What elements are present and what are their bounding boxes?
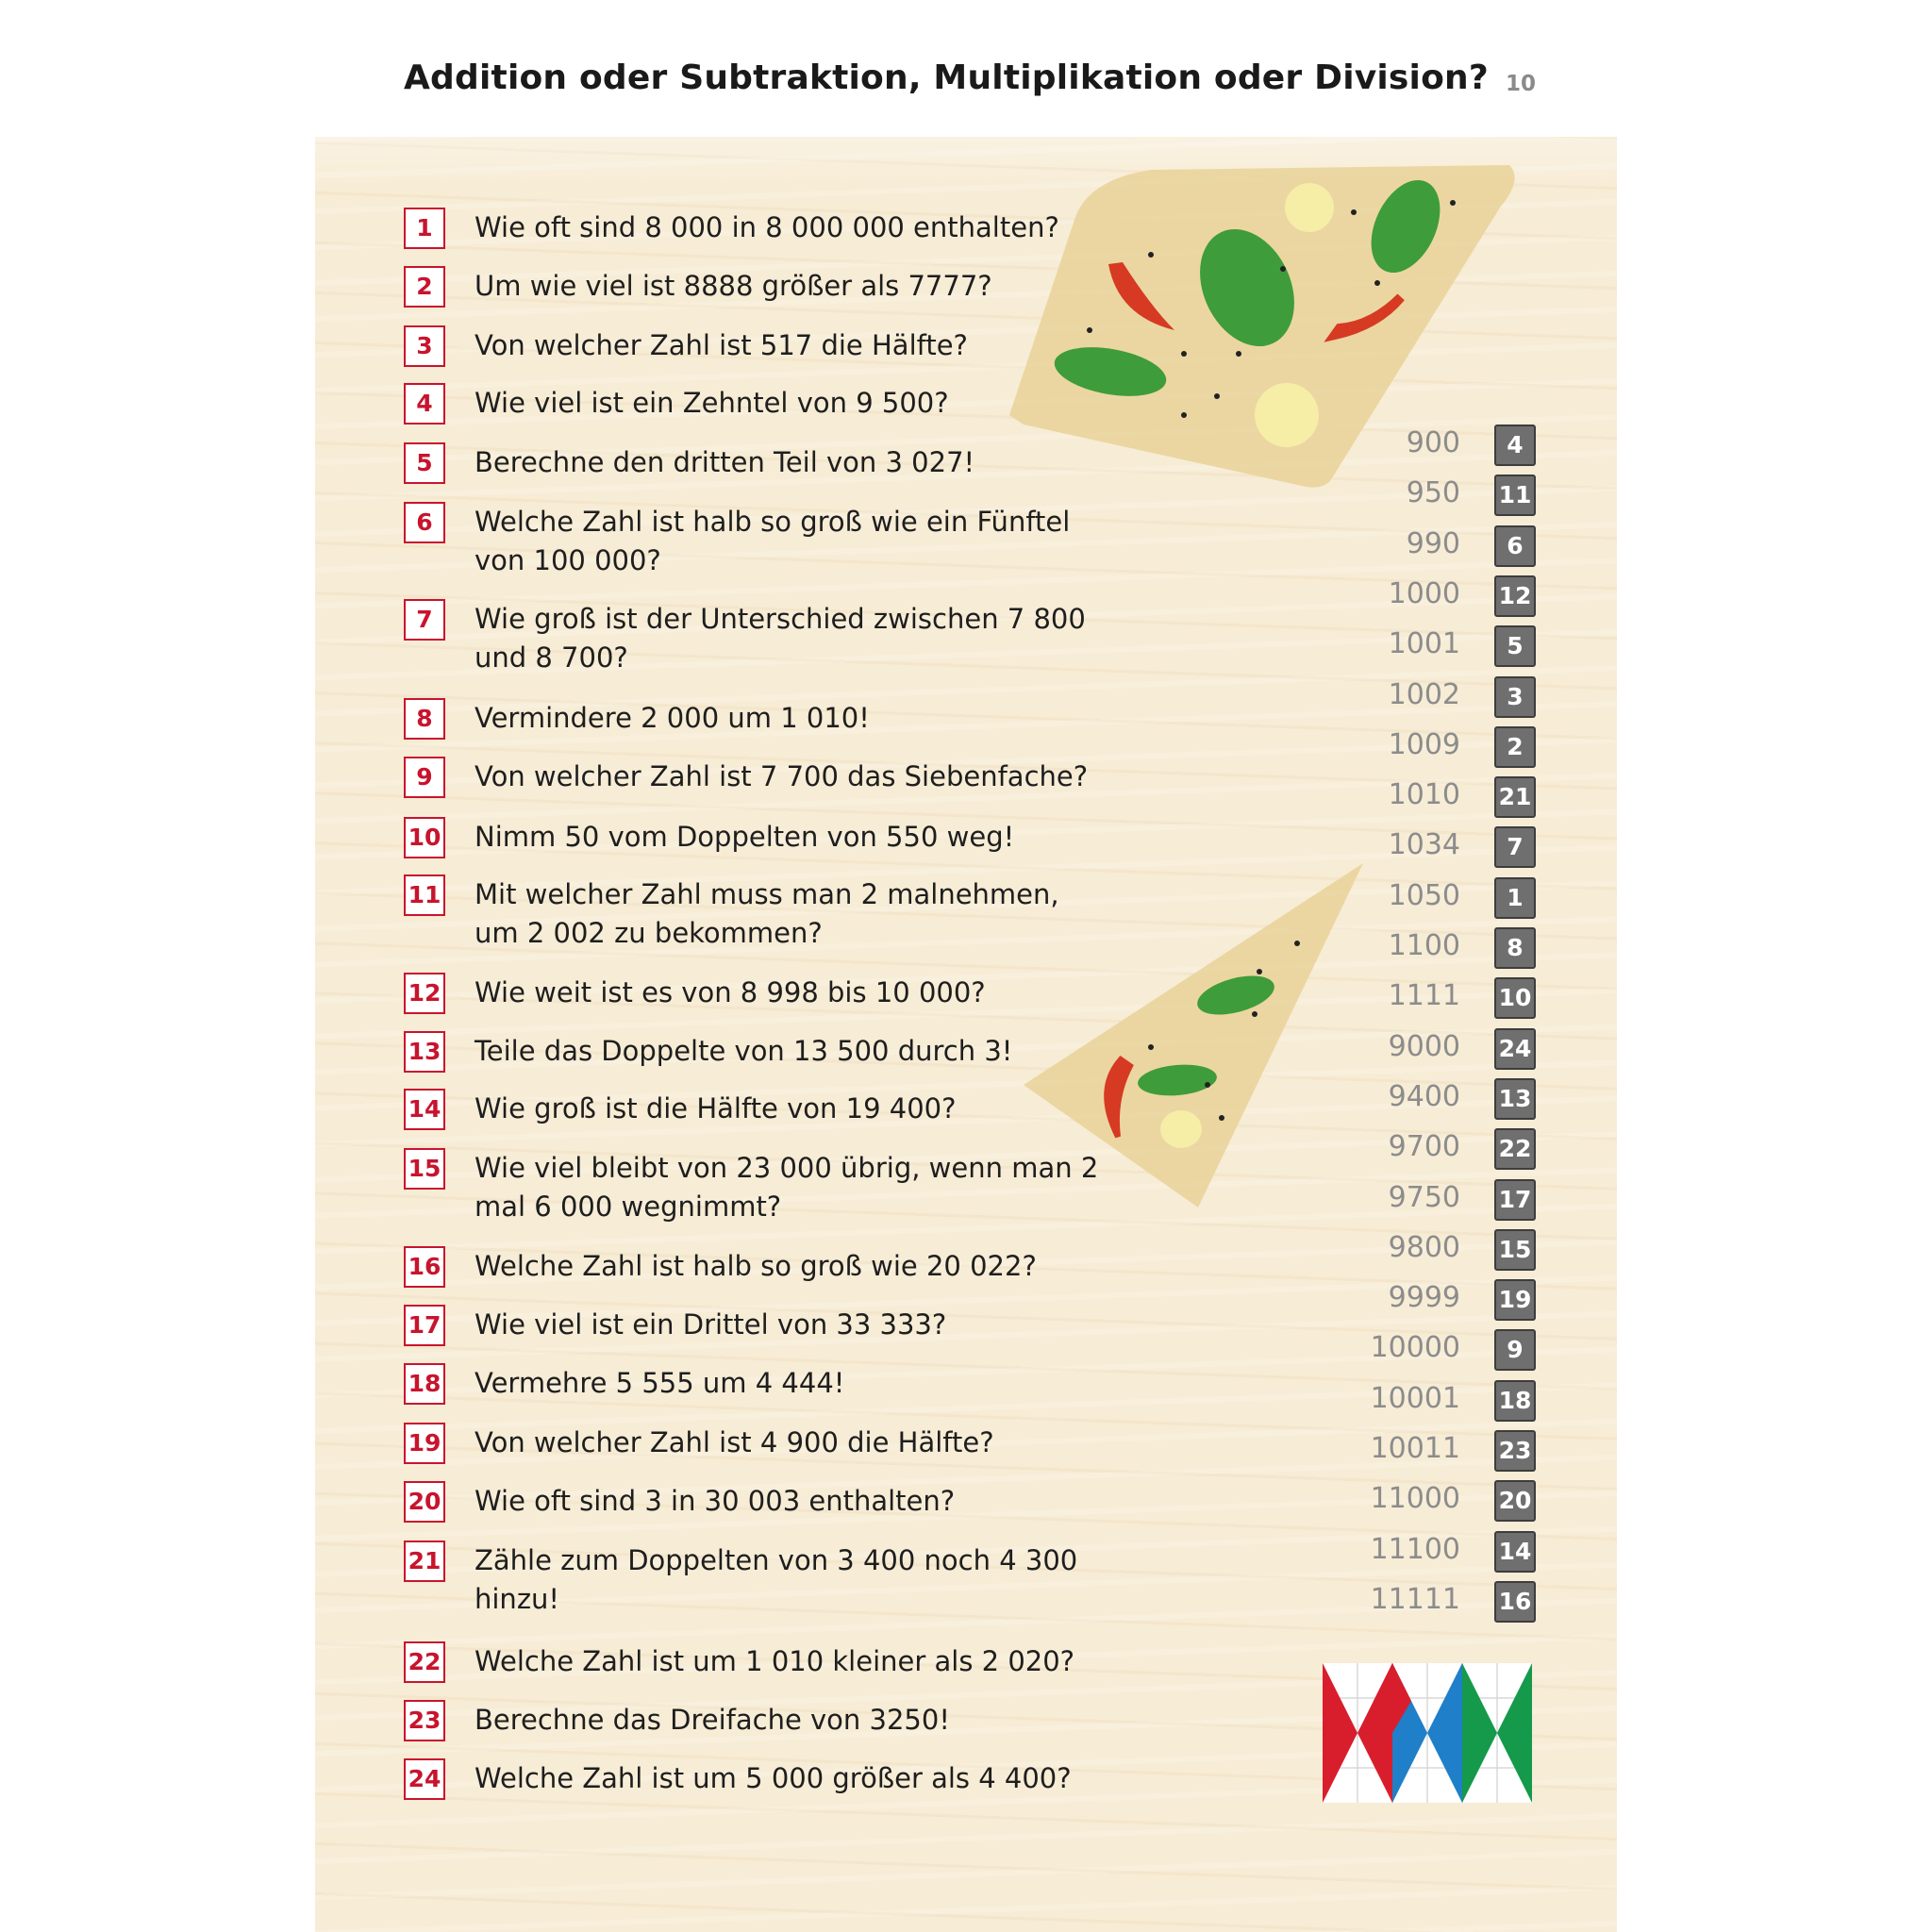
answer-value: 1002 [1388,677,1460,711]
answer-item [1321,1480,1536,1522]
question-item [404,817,1083,858]
question-text: Welche Zahl ist um 1 010 kleiner als 2 020? [475,1645,1075,1677]
question-item [404,1481,1083,1523]
answer-item [1321,1430,1536,1472]
answer-item [1321,625,1536,667]
question-number: 18 [404,1363,445,1405]
answer-item [1321,1380,1536,1422]
question-text: Zähle zum Doppelten von 3 400 noch 4 300 hinzu! [475,1544,1078,1615]
question-text: Wie viel ist ein Zehntel von 9 500? [475,387,949,419]
question-text: Mit welcher Zahl muss man 2 malnehmen, um 2 002 zu bekommen? [475,878,1059,949]
question-number: 1 [404,208,445,249]
answer-value: 11100 [1370,1532,1460,1566]
question-item [404,757,1089,798]
question-item [404,1758,1083,1800]
question-number: 14 [404,1089,445,1130]
answer-item [1321,1329,1536,1371]
question-number: 4 [404,383,445,425]
answer-item [1321,1028,1536,1070]
answer-value: 1010 [1388,778,1460,812]
question-item [404,1700,1083,1741]
question-item [404,1363,1083,1405]
answer-item [1321,726,1536,768]
answer-badge: 14 [1494,1531,1536,1573]
question-item [404,599,1086,678]
answer-value: 1100 [1388,929,1460,962]
answer-badge: 13 [1494,1078,1536,1120]
answer-badge: 6 [1494,525,1536,567]
answer-badge: 15 [1494,1229,1536,1271]
question-item [404,325,1083,367]
question-item [404,383,1083,425]
question-text: Wie oft sind 3 in 30 003 enthalten? [475,1485,956,1517]
answer-badge: 17 [1494,1179,1536,1221]
answer-value: 9000 [1388,1029,1460,1063]
question-number: 5 [404,442,445,484]
answer-item [1321,877,1536,919]
question-text: Von welcher Zahl ist 4 900 die Hälfte? [475,1426,994,1458]
question-number: 3 [404,325,445,367]
answer-badge: 4 [1494,425,1536,466]
question-text: Berechne den dritten Teil von 3 027! [475,446,975,478]
question-text: Berechne das Dreifache von 3250! [475,1704,950,1736]
question-number: 23 [404,1700,445,1741]
question-item [404,1031,1083,1073]
question-item [404,1246,1083,1288]
question-number: 2 [404,266,445,308]
question-text: Welche Zahl ist halb so groß wie 20 022? [475,1250,1037,1282]
answer-item [1321,425,1536,466]
answer-value: 1000 [1388,576,1460,610]
answer-badge: 10 [1494,977,1536,1019]
question-number: 13 [404,1031,445,1073]
answer-item [1321,475,1536,516]
answer-value: 1034 [1388,828,1460,862]
question-item [404,442,1083,484]
answer-item [1321,977,1536,1019]
answer-item [1321,575,1536,617]
question-text: Nimm 50 vom Doppelten von 550 weg! [475,821,1015,853]
answer-badge: 3 [1494,676,1536,718]
answer-value: 9800 [1388,1230,1460,1264]
answer-badge: 18 [1494,1380,1536,1422]
page-title: Addition oder Subtraktion, Multiplikation oder Division? [404,58,1489,97]
answer-value: 900 [1406,426,1460,459]
answer-item [1321,1581,1536,1623]
question-number: 10 [404,817,445,858]
answer-value: 10001 [1370,1381,1460,1415]
question-item [404,266,1083,308]
question-number: 7 [404,599,445,641]
question-text: Von welcher Zahl ist 517 die Hälfte? [475,329,968,361]
answer-badge: 8 [1494,927,1536,969]
question-text: Vermindere 2 000 um 1 010! [475,702,870,734]
question-text: Vermehre 5 555 um 4 444! [475,1367,845,1399]
answer-value: 9999 [1388,1281,1460,1315]
question-item [404,1148,1099,1227]
answer-badge: 16 [1494,1581,1536,1623]
answer-value: 11111 [1370,1582,1460,1616]
question-number: 24 [404,1758,445,1800]
question-text: Von welcher Zahl ist 7 700 das Siebenfache? [475,760,1089,792]
answer-badge: 21 [1494,776,1536,818]
answer-value: 1111 [1388,979,1460,1013]
answer-value: 990 [1406,526,1460,560]
answer-item [1321,525,1536,567]
question-item [404,698,1083,740]
question-number: 16 [404,1246,445,1288]
question-item [404,1089,1083,1130]
question-number: 20 [404,1481,445,1523]
question-number: 22 [404,1641,445,1683]
question-number: 8 [404,698,445,740]
answer-item [1321,1531,1536,1573]
question-text: Welche Zahl ist halb so groß wie ein Fünftel von 100 000? [475,506,1071,576]
question-text: Um wie viel ist 8888 größer als 7777? [475,270,992,302]
question-item [404,1423,1083,1464]
publisher-logo-icon [1323,1663,1532,1803]
question-number: 15 [404,1148,445,1190]
question-text: Wie groß ist die Hälfte von 19 400? [475,1092,957,1124]
answer-item [1321,676,1536,718]
answer-item [1321,1128,1536,1170]
answer-item [1321,1179,1536,1221]
answer-badge: 22 [1494,1128,1536,1170]
question-item [404,1641,1083,1683]
answer-value: 9400 [1388,1079,1460,1113]
answer-value: 1009 [1388,727,1460,761]
answer-value: 1001 [1388,627,1460,661]
question-number: 17 [404,1305,445,1346]
question-item [404,502,1083,581]
answer-badge: 2 [1494,726,1536,768]
answer-value: 1050 [1388,878,1460,912]
answer-item [1321,826,1536,868]
answer-value: 10011 [1370,1432,1460,1465]
question-item [404,874,1083,954]
answer-badge: 9 [1494,1329,1536,1371]
answer-item [1321,776,1536,818]
question-item [404,208,1083,249]
question-text: Wie viel ist ein Drittel von 33 333? [475,1308,947,1341]
answer-badge: 7 [1494,826,1536,868]
question-text: Wie groß ist der Unterschied zwischen 7 800 und 8 700? [475,603,1086,674]
answer-value: 11000 [1370,1482,1460,1516]
answer-value: 9750 [1388,1180,1460,1214]
answer-badge: 11 [1494,475,1536,516]
answer-item [1321,1078,1536,1120]
answer-badge: 23 [1494,1430,1536,1472]
answer-badge: 5 [1494,625,1536,667]
answer-value: 950 [1406,476,1460,510]
answer-value: 10000 [1370,1331,1460,1365]
question-text: Wie viel bleibt von 23 000 übrig, wenn man 2 mal 6 000 wegnimmt? [475,1152,1099,1223]
question-text: Welche Zahl ist um 5 000 größer als 4 400? [475,1762,1072,1794]
question-item [404,973,1083,1014]
question-text: Wie weit ist es von 8 998 bis 10 000? [475,976,986,1008]
question-number: 21 [404,1541,445,1582]
answer-badge: 1 [1494,877,1536,919]
question-number: 6 [404,502,445,543]
answer-badge: 19 [1494,1279,1536,1321]
answer-badge: 12 [1494,575,1536,617]
question-number: 11 [404,874,445,916]
answer-badge: 24 [1494,1028,1536,1070]
question-item [404,1305,1083,1346]
question-text: Wie oft sind 8 000 in 8 000 000 enthalten? [475,211,1059,243]
question-number: 9 [404,757,445,798]
answer-badge: 20 [1494,1480,1536,1522]
question-number: 12 [404,973,445,1014]
answer-item [1321,1279,1536,1321]
question-text: Teile das Doppelte von 13 500 durch 3! [475,1035,1013,1067]
answer-item [1321,927,1536,969]
answer-value: 9700 [1388,1130,1460,1164]
question-item [404,1541,1083,1620]
answer-item [1321,1229,1536,1271]
page-number: 10 [1506,72,1537,96]
question-number: 19 [404,1423,445,1464]
